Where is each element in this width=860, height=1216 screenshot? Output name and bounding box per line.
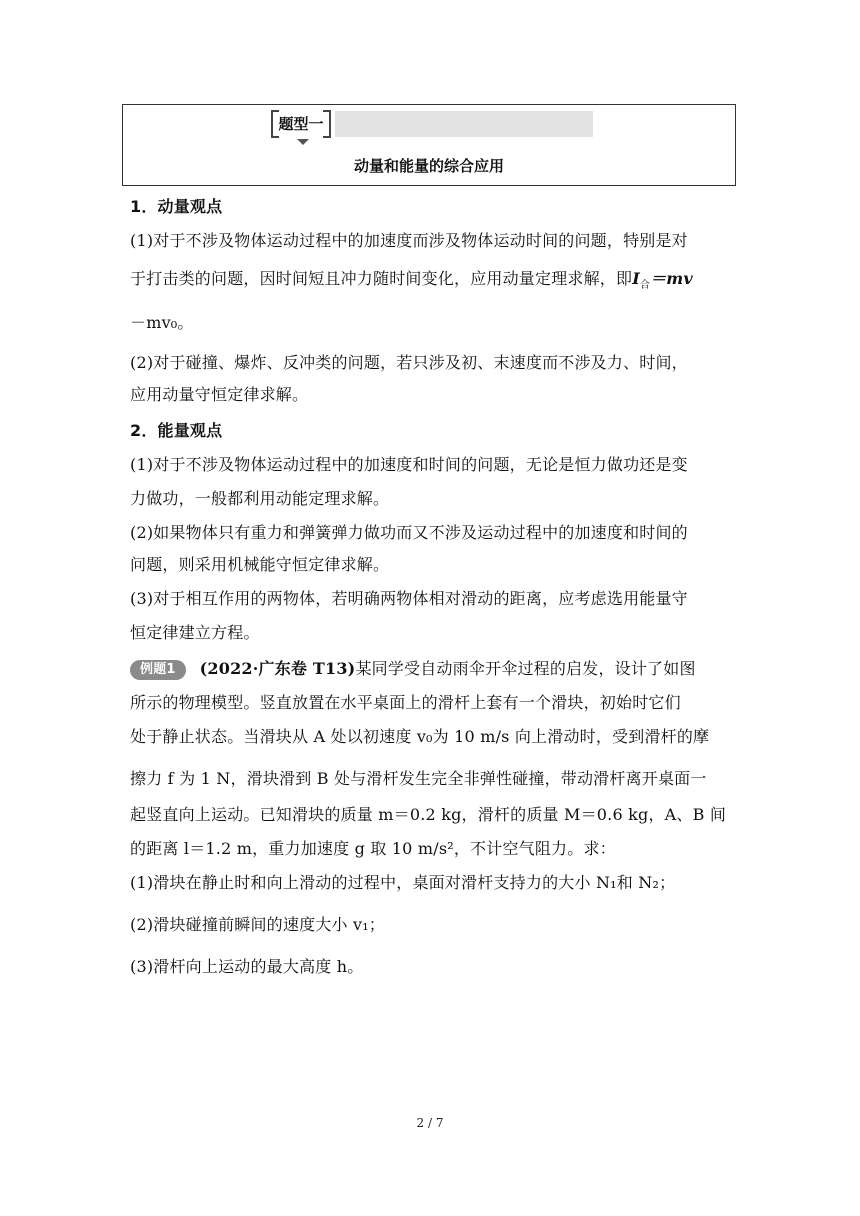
topic-type-tab xyxy=(271,110,331,138)
paragraph-line: －mv₀。 xyxy=(130,313,194,332)
topic-type-label: 题型一 xyxy=(278,115,324,133)
example-first-line xyxy=(130,656,696,680)
question-2: (2)滑块碰撞前瞬间的速度大小 v₁； xyxy=(130,915,386,934)
example-source: (2022·广东卷 T13) xyxy=(199,659,356,678)
example-line: 起竖直向上运动。已知滑块的质量 m＝0.2 kg，滑杆的质量 M＝0.6 kg，A、B 间 xyxy=(130,805,727,824)
paragraph-line: 力做功，一般都利用动能定理求解。 xyxy=(130,489,390,508)
section-title-momentum: 1．动量观点 xyxy=(130,197,223,216)
question-1: (1)滑块在静止时和向上滑动的过程中，桌面对滑杆支持力的大小 N₁和 N₂； xyxy=(130,873,676,892)
tab-pointer-icon xyxy=(297,139,309,145)
paragraph-line: (1)对于不涉及物体运动过程中的加速度和时间的问题，无论是恒力做功还是变 xyxy=(130,455,688,474)
topic-header-box xyxy=(122,104,736,186)
example-line: 所示的物理模型。竖直放置在水平桌面上的滑杆上套有一个滑块，初始时它们 xyxy=(130,693,681,712)
paragraph-text: 于打击类的问题，因时间短且冲力随时间变化，应用动量定理求解，即 xyxy=(130,269,633,288)
section-title-energy: 2．能量观点 xyxy=(130,421,223,440)
paragraph-line: (2)如果物体只有重力和弹簧弹力做功而又不涉及运动过程中的加速度和时间的 xyxy=(130,523,688,542)
formula-momentum: ＝mv xyxy=(650,269,693,288)
formula-subscript: 合 xyxy=(639,280,651,292)
page-number: 2 / 7 xyxy=(416,1116,444,1130)
tab-corner xyxy=(323,110,331,112)
paragraph-line: (3)对于相互作用的两物体，若明确两物体相对滑动的距离，应考虑选用能量守 xyxy=(130,589,688,608)
example-badge: 例题1 xyxy=(130,660,186,680)
example-line: 擦力 f 为 1 N，滑块滑到 B 处与滑杆发生完全非弹性碰撞，带动滑杆离开桌面一 xyxy=(130,769,707,788)
paragraph-line xyxy=(130,266,693,291)
question-3: (3)滑杆向上运动的最大高度 h。 xyxy=(130,957,364,976)
paragraph-line: (2)对于碰撞、爆炸、反冲类的问题，若只涉及初、末速度而不涉及力、时间， xyxy=(130,353,688,372)
example-text: 某同学受自动雨伞开伞过程的启发，设计了如图 xyxy=(355,659,696,678)
example-line: 处于静止状态。当滑块从 A 处以初速度 v₀为 10 m/s 向上滑动时，受到滑杆的摩 xyxy=(130,727,710,746)
topic-title: 动量和能量的综合应用 xyxy=(353,157,504,175)
paragraph-line: 问题，则采用机械能守恒定律求解。 xyxy=(130,555,390,574)
paragraph-line: (1)对于不涉及物体运动过程中的加速度而涉及物体运动时间的问题，特别是对 xyxy=(130,231,688,250)
example-line: 的距离 l＝1.2 m，重力加速度 g 取 10 m/s²，不计空气阻力。求： xyxy=(130,839,616,858)
paragraph-line: 应用动量守恒定律求解。 xyxy=(130,385,309,404)
formula-impulse: I xyxy=(632,269,640,288)
topic-type-bar xyxy=(335,111,593,137)
tab-corner xyxy=(323,136,331,138)
paragraph-line: 恒定律建立方程。 xyxy=(130,623,260,642)
